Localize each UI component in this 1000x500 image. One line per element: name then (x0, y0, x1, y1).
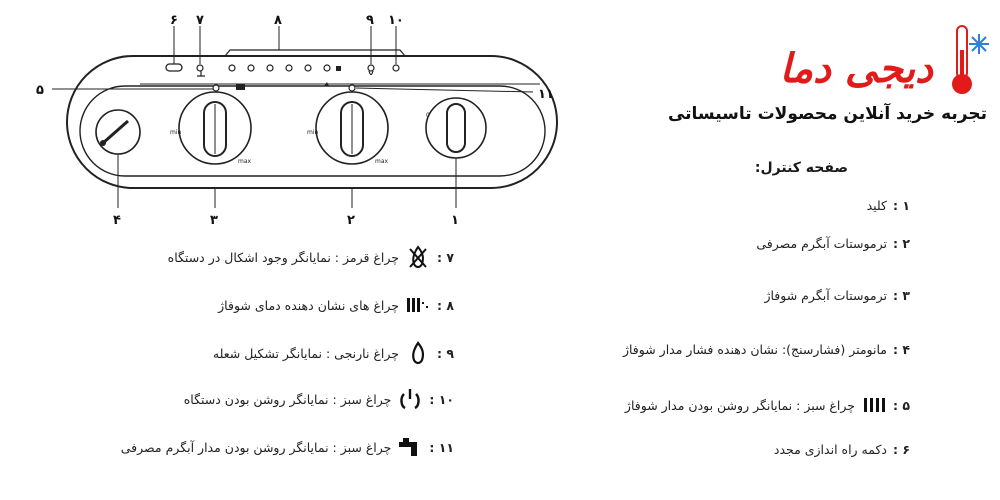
brand-tagline: تجربه خرید آنلاین محصولات تاسیساتی (667, 104, 987, 124)
callout-4: ۴ (113, 213, 121, 228)
power-icon (397, 386, 423, 412)
callout-9: ۹ (366, 13, 374, 28)
dhw-thermostat-knob[interactable] (316, 92, 388, 164)
legend-item-7 (168, 244, 454, 270)
legend-item-4 (623, 342, 910, 357)
legend-num: ۸ : (437, 297, 454, 313)
callout-10: ۱۰ (388, 13, 404, 28)
legend-text: ترموستات آبگرم مصرفی (756, 236, 887, 251)
flame-cross-icon (405, 244, 431, 270)
legend-num: ۹ : (437, 345, 454, 361)
radiator-levels-icon (405, 292, 431, 318)
legend-item-10 (184, 386, 454, 412)
dhw-lamp (349, 85, 355, 91)
flame-lamp (368, 65, 374, 71)
legend-heading: صفحه کنترل: (754, 160, 848, 176)
legend-num: ۱۱ : (429, 439, 454, 455)
callout-5: ۵ (36, 83, 44, 98)
legend-num: ۵ : (893, 397, 910, 413)
callout-6: ۶ (170, 13, 178, 28)
knob-max-label: max (375, 158, 389, 165)
reset-button[interactable] (166, 64, 182, 71)
legend-item-8 (218, 292, 454, 318)
heating-lamp (213, 85, 219, 91)
brand-block (667, 20, 995, 130)
power-lamp (393, 65, 399, 71)
legend-num: ۷ : (437, 249, 454, 265)
pressure-gauge (96, 110, 140, 154)
legend-item-2 (756, 236, 910, 251)
thermometer-snowflake-icon (935, 20, 989, 100)
heating-thermostat-knob[interactable] (179, 92, 251, 164)
callout-lines (52, 26, 533, 208)
legend-text: چراغ سبز : نمایانگر روشن بودن مدار شوفاژ (624, 397, 855, 413)
legend-text: چراغ نارنجی : نمایانگر تشکیل شعله (212, 345, 399, 361)
legend-text: چراغ قرمز : نمایانگر وجود اشکال در دستگاه (167, 249, 399, 265)
legend-item-11 (121, 434, 454, 460)
legend-text: چراغ سبز : نمایانگر روشن بودن مدار آبگرم مصرفی (120, 439, 392, 455)
tap-icon (397, 434, 423, 460)
legend-num: ۳ : (893, 288, 910, 303)
legend-text: دکمه راه اندازی مجدد (773, 442, 887, 457)
temperature-lamps (229, 65, 330, 71)
legend-text: کلید (866, 198, 887, 213)
callout-11: ۱۱ (538, 87, 554, 102)
control-panel-diagram (0, 0, 700, 240)
knob-min-label: min (170, 129, 182, 136)
callout-7: ۷ (196, 13, 204, 28)
knob-min-label: min (307, 129, 319, 136)
knob-zero-label: 0 (426, 112, 430, 119)
legend-text: چراغ های نشان دهنده دمای شوفاژ (218, 297, 399, 313)
legend-num: ۲ : (893, 236, 910, 251)
callout-8: ۸ (274, 13, 282, 28)
panel-outer-body (67, 56, 557, 188)
legend-text: چراغ سبز : نمایانگر روشن بودن دستگاه (183, 391, 392, 407)
callout-1: ۱ (451, 213, 459, 228)
legend-item-3 (764, 288, 910, 303)
legend-num: ۱ : (893, 198, 910, 213)
legend-num: ۶ : (893, 442, 910, 457)
legend-item-5 (625, 392, 910, 418)
legend-text: ترموستات آبگرم شوفاژ (764, 288, 887, 303)
radiator-icon (861, 392, 887, 418)
knob-max-label: max (238, 158, 252, 165)
legend-item-6 (774, 442, 910, 457)
legend-item-9 (213, 340, 454, 366)
legend-num: ۱۰ : (429, 391, 454, 407)
flame-icon (405, 340, 431, 366)
brand-name: دیجی دما (779, 46, 933, 92)
callout-3: ۳ (210, 213, 218, 228)
legend-num: ۴ : (893, 342, 910, 357)
main-switch-knob[interactable] (426, 98, 486, 158)
red-lamp (197, 65, 203, 71)
legend-text: مانومتر (فشارسنج): نشان دهنده فشار مدار شوفاژ (622, 342, 887, 357)
callout-2: ۲ (347, 213, 355, 228)
legend-item-1 (867, 198, 910, 213)
